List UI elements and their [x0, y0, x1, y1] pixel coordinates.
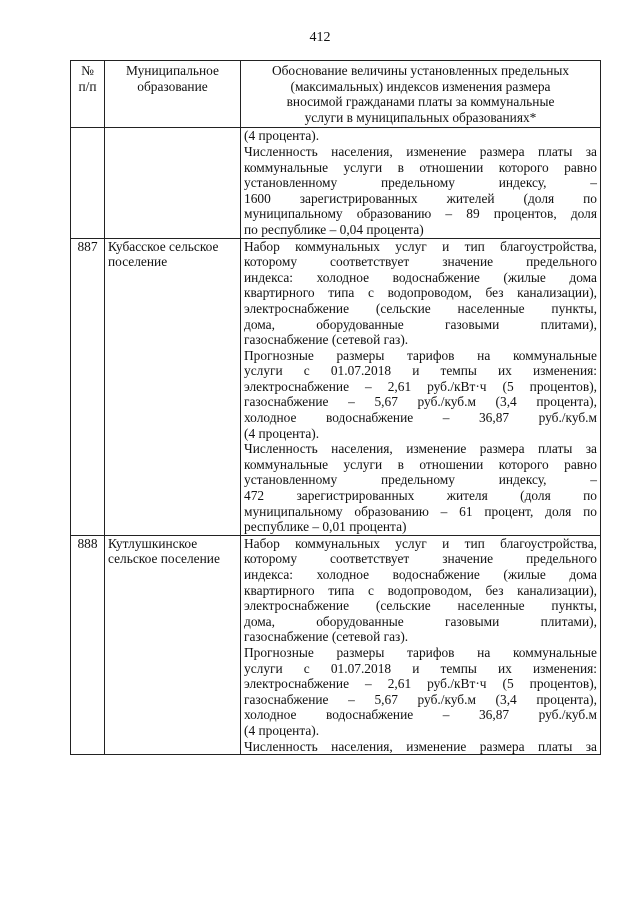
text-line: коммунальные услуги в отношении которого равно: [244, 159, 597, 175]
row-number: 888: [71, 535, 105, 754]
text-line: которому соответствует значение предельного: [244, 551, 597, 567]
table-header-row: [71, 61, 601, 128]
text-line: (4 процента).: [244, 425, 320, 441]
text-line: Прогнозные размеры тарифов на коммунальные: [244, 644, 597, 660]
text-line: услуги с 01.07.2018 и темпы их изменения:: [244, 660, 597, 676]
table-row: [71, 128, 601, 238]
text-line: Набор коммунальных услуг и тип благоустройства,: [244, 535, 597, 551]
text-line: которому соответствует значение предельного: [244, 254, 597, 270]
table-row: [71, 238, 601, 535]
text-line: дома, оборудованные газовыми плитами),: [244, 316, 597, 332]
table-row: [71, 535, 601, 754]
text-line: электроснабжение – 2,61 руб./кВт·ч (5 процентов),: [244, 378, 597, 394]
text-line: установленному предельному индексу, –: [244, 472, 597, 488]
text-line: электроснабжение – 2,61 руб./кВт·ч (5 процентов),: [244, 676, 597, 692]
justification-text: [241, 128, 601, 238]
text-line: Прогнозные размеры тарифов на коммунальные: [244, 347, 597, 363]
text-line: холодное водоснабжение – 36,87 руб./куб.м: [244, 410, 597, 426]
tariff-index-table: [70, 60, 601, 755]
text-line: газоснабжение – 5,67 руб./куб.м (3,4 процента),: [244, 691, 597, 707]
text-line: газоснабжение (сетевой газ).: [244, 332, 409, 348]
header-municipality: Муниципальное образование: [105, 61, 241, 128]
text-line: установленному предельному индексу, –: [244, 175, 597, 191]
municipality-line: сельское поселение: [108, 551, 220, 567]
text-line: индекса: холодное водоснабжение (жилые дома: [244, 567, 597, 582]
municipality-line: поселение: [108, 254, 168, 270]
text-line: электроснабжение (сельские населенные пункты,: [244, 300, 597, 316]
text-line: Численность населения, изменение размера платы за: [244, 441, 597, 457]
header-number: № п/п: [71, 61, 105, 128]
text-line: Численность населения, изменение размера платы за: [244, 143, 597, 159]
text-line: 1600 зарегистрированных жителей (доля по: [244, 190, 597, 206]
page-number: 412: [309, 30, 331, 45]
justification-text: [241, 238, 601, 535]
municipality-name: [105, 535, 241, 754]
text-line: квартирного типа с водопроводом, без канализации),: [244, 285, 597, 301]
row-number: [71, 128, 105, 238]
text-line: (4 процента).: [244, 128, 320, 144]
text-line: (4 процента).: [244, 722, 320, 738]
text-line: дома, оборудованные газовыми плитами),: [244, 613, 597, 629]
text-line: коммунальные услуги в отношении которого равно: [244, 456, 597, 472]
text-line: Численность населения, изменение размера платы за: [244, 738, 597, 754]
text-line: 472 зарегистрированных жителя (доля по: [244, 488, 597, 504]
municipality-name: [105, 238, 241, 535]
municipality-line: Кубасское сельское: [108, 238, 219, 254]
justification-text: [241, 535, 601, 754]
text-line: Набор коммунальных услуг и тип благоустройства,: [244, 238, 597, 254]
text-line: газоснабжение (сетевой газ).: [244, 629, 409, 645]
text-line: газоснабжение – 5,67 руб./куб.м (3,4 процента),: [244, 394, 597, 410]
text-line: холодное водоснабжение – 36,87 руб./куб.м: [244, 707, 597, 723]
text-line: муниципальному образованию – 89 процентов, доля: [244, 206, 597, 222]
header-justification: Обоснование величины установленных предельных (максимальных) индексов изменения размера вносимой гражданами платы за коммунальные услуги в муниципальных образованиях*: [241, 61, 601, 128]
text-line: электроснабжение (сельские населенные пункты,: [244, 598, 597, 614]
municipality-line: Кутлушкинское: [108, 535, 198, 551]
row-number: 887: [71, 238, 105, 535]
municipality-name: [105, 128, 241, 238]
text-line: услуги с 01.07.2018 и темпы их изменения:: [244, 363, 597, 379]
text-line: республике – 0,01 процента): [244, 519, 407, 535]
text-line: муниципальному образованию – 61 процент, доля по: [244, 503, 597, 519]
text-line: индекса: холодное водоснабжение (жилые дома: [244, 269, 597, 285]
text-line: по республике – 0,04 процента): [244, 221, 424, 237]
text-line: квартирного типа с водопроводом, без канализации),: [244, 582, 597, 598]
